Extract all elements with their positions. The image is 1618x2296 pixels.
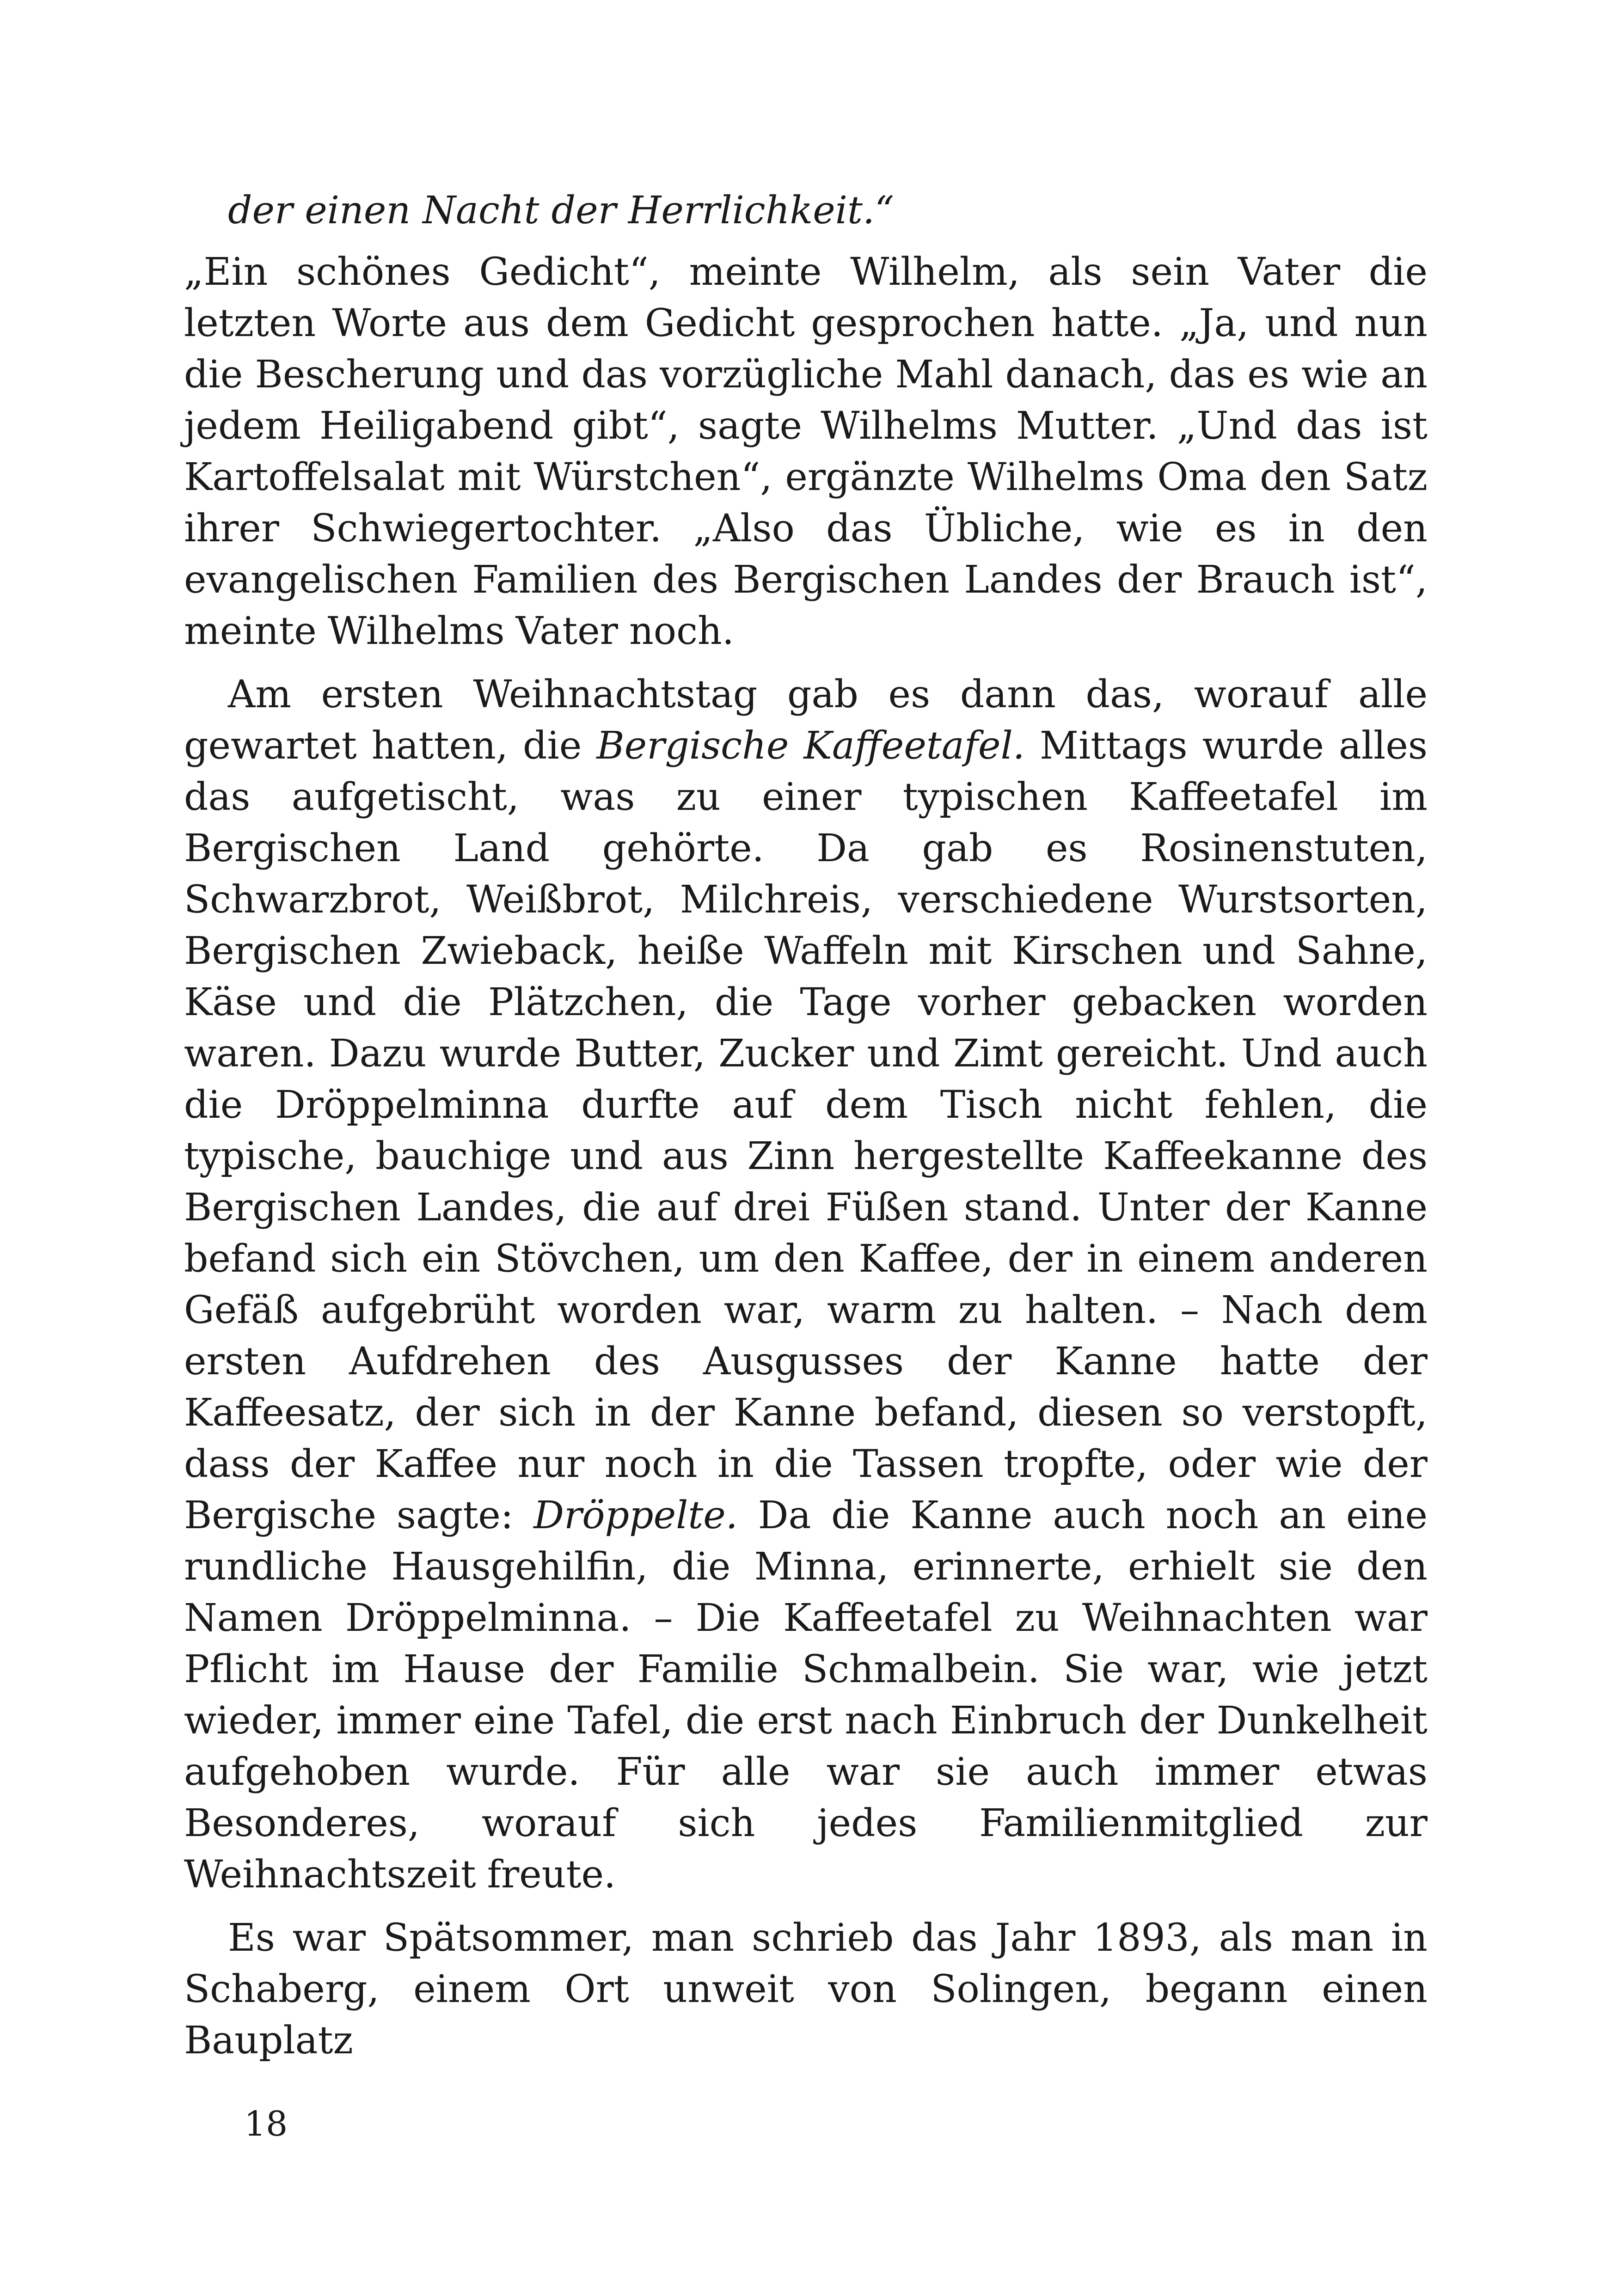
poem-closing-line: der einen Nacht der Herrlichkeit.“: [228, 189, 894, 233]
page-number: 18: [244, 2104, 288, 2144]
paragraph-spaetsommer: Es war Spätsommer, man schrieb das Jahr 1893, als man in Schaberg, einem Ort unweit von Solingen, begann einen Bauplatz: [184, 1916, 1428, 2063]
body-text: [184, 185, 1428, 2066]
paragraph-kaffeetafel-text-3: Da die Kanne auch noch an eine rundliche Hausgehilfin, die Minna, erinnerte, erhielt sie den Namen Dröppelminna. – Die Kaffeetafel zu Weihnachten war Pflicht im Hause der Familie Schmalbein. Sie war, wie jetzt wieder, immer eine Tafel, die erst nach Einbruch der Dunkelheit aufgehoben wurde. Für alle war sie auch immer etwas Besonderes, worauf sich jedes Familienmitglied zur Weihnachtszeit freute.: [184, 1494, 1428, 1897]
paragraph-kaffeetafel-text-2: Mittags wurde alles das aufgetischt, was zu einer typischen Kaffeetafel im Bergischen Land gehörte. Da gab es Rosinenstuten, Schwarzbrot, Weißbrot, Milchreis, verschiedene Wurstsorten, Bergischen Zwieback, heiße Waffeln mit Kirschen und Sahne, Käse und die Plätzchen, die Tage vorher gebacken worden waren. Dazu wurde Butter, Zucker und Zimt gereicht. Und auch die Dröppelminna durfte auf dem Tisch nicht fehlen, die typische, bauchige und aus Zinn hergestellte Kaffeekanne des Bergischen Landes, die auf drei Füßen stand. Unter der Kanne befand sich ein Stövchen, um den Kaffee, der in einem anderen Gefäß aufgebrüht worden war, warm zu halten. – Nach dem ersten Aufdrehen des Ausgusses der Kanne hatte der Kaffeesatz, der sich in der Kanne befand, diesen so verstopft, dass der Kaffee nur noch in die Tassen tropfte, oder wie der Bergische sagte:: [184, 724, 1428, 1537]
paragraph-dialogue: „Ein schönes Gedicht“, meinte Wilhelm, als sein Vater die letzten Worte aus dem Gedicht gesprochen hatte. „Ja, und nun die Bescherung und das vorzügliche Mahl danach, das es wie an jedem Heiligabend gibt“, sagte Wilhelms Mutter. „Und das ist Kartoffelsalat mit Würstchen“, ergänzte Wilhelms Oma den Satz ihrer Schwiegertochter. „Also das Übliche, wie es in den evangelischen Familien des Bergischen Landes der Brauch ist“, meinte Wilhelms Vater noch.: [184, 250, 1428, 653]
paragraph-kaffeetafel: [184, 669, 1428, 1900]
emphasis-droeppelte: Dröppelte.: [533, 1494, 738, 1537]
emphasis-bergische-kaffeetafel: Bergische Kaffeetafel.: [596, 724, 1025, 768]
paragraph-kaffeetafel-text-1: Am ersten Weihnachtstag gab es dann das, worauf alle gewartet hatten, die: [184, 673, 1428, 768]
